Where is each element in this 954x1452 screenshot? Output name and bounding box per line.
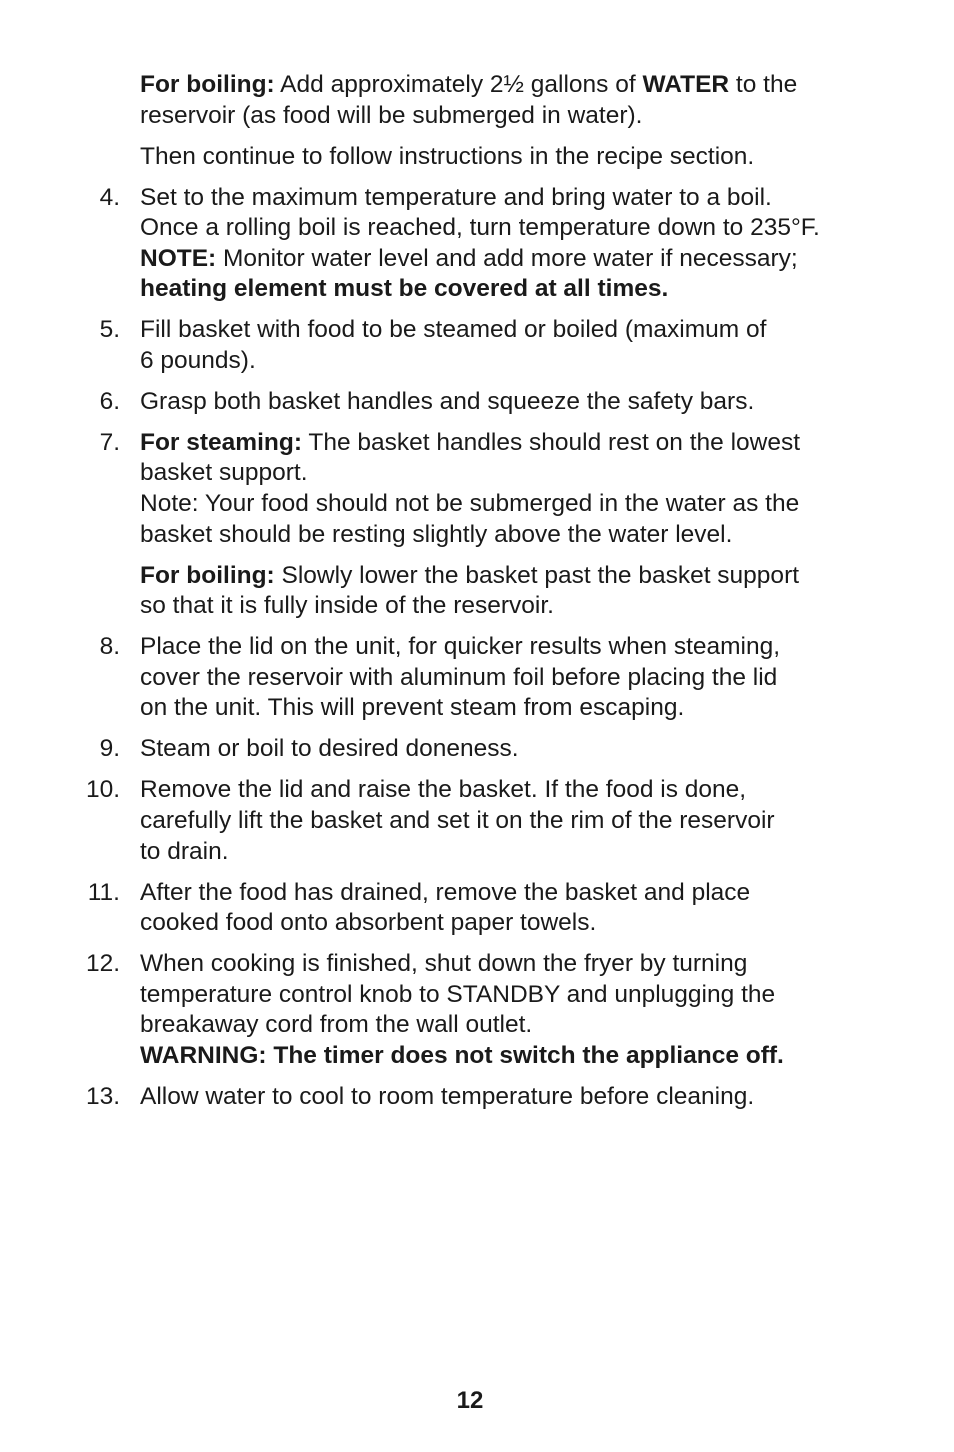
line-text: Fill basket with food to be steamed or boiled (maximum of bbox=[140, 316, 767, 344]
line-text: Place the lid on the unit, for quicker results when steaming, bbox=[140, 633, 781, 661]
step-paragraph bbox=[140, 949, 885, 1071]
text-line bbox=[140, 693, 885, 724]
text-line bbox=[140, 274, 885, 305]
step-item bbox=[0, 428, 954, 622]
text-line bbox=[140, 561, 885, 592]
line-text: Then continue to follow instructions in the recipe section. bbox=[140, 142, 755, 170]
line-text: Slowly lower the basket past the basket support bbox=[274, 561, 800, 589]
step-number: 10. bbox=[85, 776, 120, 804]
text-line bbox=[140, 908, 885, 939]
step-item bbox=[0, 878, 954, 939]
bold-label: For boiling: bbox=[140, 561, 275, 589]
step-number: 7. bbox=[99, 428, 120, 456]
text-line bbox=[140, 632, 885, 663]
line-text: on the unit. This will prevent steam from escaping. bbox=[140, 694, 685, 722]
bold-term: WATER bbox=[642, 71, 730, 98]
step-item bbox=[0, 183, 954, 305]
line-text: Note: Your food should not be submerged in the water as the bbox=[140, 490, 800, 518]
step-paragraph bbox=[140, 878, 885, 939]
instructions-body bbox=[0, 70, 954, 1123]
intro-paragraph bbox=[140, 142, 885, 173]
line-text: basket support. bbox=[140, 459, 308, 487]
line-text: Once a rolling boil is reached, turn temperature down to 235°F. bbox=[140, 214, 820, 242]
step-number: 13. bbox=[85, 1082, 120, 1110]
line-text: Grasp both basket handles and squeeze the safety bars. bbox=[140, 387, 755, 415]
step-body bbox=[140, 734, 885, 765]
step-body bbox=[140, 428, 885, 622]
line-text: Steam or boil to desired doneness. bbox=[140, 735, 519, 763]
text-line bbox=[140, 1082, 885, 1113]
step-paragraph bbox=[140, 561, 885, 622]
bold-label: For steaming: bbox=[140, 428, 302, 456]
text-line bbox=[140, 142, 885, 173]
step-body bbox=[140, 315, 885, 376]
line-text: Allow water to cool to room temperature before cleaning. bbox=[140, 1082, 755, 1110]
line-text: so that it is fully inside of the reservoir. bbox=[140, 592, 554, 620]
step-body bbox=[140, 775, 885, 867]
text-line bbox=[140, 244, 885, 275]
line-text: cooked food onto absorbent paper towels. bbox=[140, 909, 597, 937]
bold-label: NOTE: bbox=[140, 244, 217, 272]
bold-label: For boiling: bbox=[140, 71, 275, 98]
step-body bbox=[140, 183, 885, 305]
step-number: 5. bbox=[99, 316, 120, 344]
step-number: 12. bbox=[85, 950, 120, 978]
step-item bbox=[0, 387, 954, 418]
line-text: 6 pounds). bbox=[140, 346, 256, 374]
step-item bbox=[0, 1082, 954, 1113]
line-text: reservoir (as food will be submerged in water). bbox=[140, 101, 643, 129]
step-paragraph bbox=[140, 428, 885, 550]
text-line bbox=[140, 70, 885, 101]
text-line bbox=[140, 520, 885, 551]
line-text: cover the reservoir with aluminum foil before placing the lid bbox=[140, 663, 778, 691]
line-text: temperature control knob to STANDBY and unplugging the bbox=[140, 980, 776, 1008]
step-paragraph bbox=[140, 315, 885, 376]
line-text: to the bbox=[729, 71, 798, 98]
line-text: carefully lift the basket and set it on the rim of the reservoir bbox=[140, 806, 775, 834]
step-body bbox=[140, 878, 885, 939]
text-line bbox=[140, 346, 885, 377]
text-line bbox=[140, 489, 885, 520]
line-text: Remove the lid and raise the basket. If the food is done, bbox=[140, 776, 747, 804]
text-line bbox=[140, 878, 885, 909]
text-line bbox=[140, 980, 885, 1011]
step-item bbox=[0, 315, 954, 376]
text-line bbox=[140, 949, 885, 980]
step-item bbox=[0, 775, 954, 867]
step-body bbox=[140, 1082, 885, 1113]
step-paragraph bbox=[140, 183, 885, 305]
step-paragraph bbox=[140, 632, 885, 724]
text-line bbox=[140, 837, 885, 868]
text-line bbox=[140, 183, 885, 214]
line-text: to drain. bbox=[140, 837, 229, 865]
step-item bbox=[0, 632, 954, 724]
text-line bbox=[140, 591, 885, 622]
step-paragraph bbox=[140, 775, 885, 867]
step-body bbox=[140, 387, 885, 418]
step-number: 11. bbox=[87, 878, 120, 906]
text-line bbox=[140, 428, 885, 459]
line-text: After the food has drained, remove the basket and place bbox=[140, 878, 751, 906]
text-line bbox=[140, 734, 885, 765]
step-paragraph bbox=[140, 387, 885, 418]
line-text: Set to the maximum temperature and bring water to a boil. bbox=[140, 183, 772, 211]
text-line bbox=[140, 806, 885, 837]
step-paragraph bbox=[140, 734, 885, 765]
intro-paragraph bbox=[140, 70, 885, 131]
page-number: 12 bbox=[456, 1387, 484, 1414]
text-line bbox=[140, 1041, 885, 1072]
text-line bbox=[140, 213, 885, 244]
step-body bbox=[140, 949, 885, 1071]
text-line bbox=[140, 101, 885, 132]
text-line bbox=[140, 387, 885, 418]
line-text: breakaway cord from the wall outlet. bbox=[140, 1011, 533, 1039]
text-line bbox=[140, 775, 885, 806]
text-line bbox=[140, 315, 885, 346]
step-number: 4. bbox=[99, 183, 120, 211]
line-text: Monitor water level and add more water if necessary; bbox=[216, 244, 798, 272]
step-number: 6. bbox=[99, 387, 120, 415]
step-number: 8. bbox=[99, 633, 120, 661]
line-text: Add approximately 2½ gallons of bbox=[274, 71, 643, 98]
line-text: The basket handles should rest on the lowest bbox=[302, 428, 801, 456]
bold-label: heating element must be covered at all times. bbox=[140, 275, 669, 303]
step-item bbox=[0, 949, 954, 1071]
bold-label: WARNING: The timer does not switch the appliance off. bbox=[140, 1041, 784, 1069]
step-paragraph bbox=[140, 1082, 885, 1113]
text-line bbox=[140, 458, 885, 489]
text-line bbox=[140, 1010, 885, 1041]
line-text: basket should be resting slightly above the water level. bbox=[140, 520, 733, 548]
step-body bbox=[140, 632, 885, 724]
text-line bbox=[140, 663, 885, 694]
step-item bbox=[0, 734, 954, 765]
line-text: When cooking is finished, shut down the fryer by turning bbox=[140, 950, 748, 978]
step-number: 9. bbox=[99, 735, 120, 763]
